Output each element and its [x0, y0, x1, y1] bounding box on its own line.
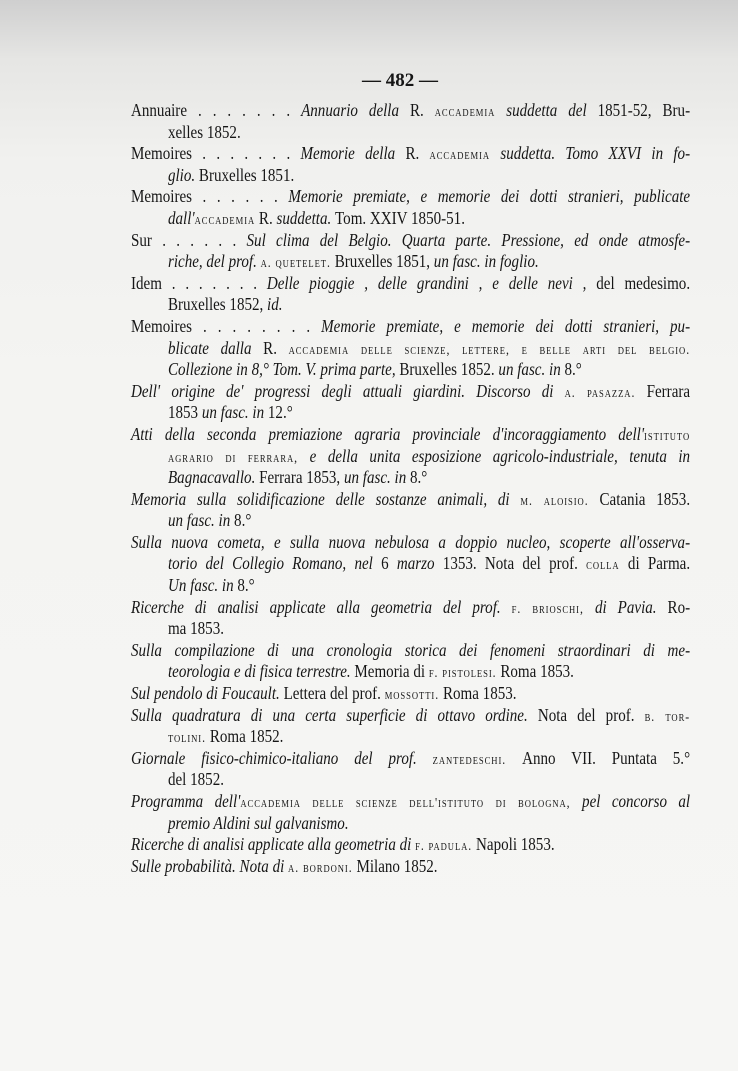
- catalogue-entry: [131, 273, 690, 316]
- roman-text: Sur . . . . . .: [131, 229, 247, 250]
- roman-text: del medesimo.: [596, 272, 691, 293]
- roman-text: del 1852.: [167, 769, 225, 790]
- italic-text: suddetta del: [495, 100, 598, 120]
- roman-text: Ferrara 1853,: [259, 467, 344, 488]
- roman-text: Idem . . . . . . .: [131, 272, 267, 293]
- roman-text: Annuaire . . . . . . .: [131, 100, 302, 120]
- roman-text: 12.°: [267, 402, 293, 423]
- entry-line: [131, 748, 690, 770]
- roman-text: 1853: [167, 402, 202, 423]
- entry-line: [131, 165, 690, 187]
- entry-line: [131, 575, 690, 597]
- roman-text: R.: [255, 207, 277, 228]
- entry-line: [131, 316, 690, 338]
- italic-text: Memorie della: [300, 143, 406, 164]
- roman-text: 6: [381, 553, 397, 574]
- italic-text: Annuario della: [301, 100, 410, 120]
- small-caps-text: colla: [586, 557, 628, 573]
- entry-line: [131, 597, 690, 619]
- entry-line: [131, 294, 690, 316]
- roman-text: 8.°: [237, 575, 255, 596]
- entry-line: [131, 813, 690, 835]
- italic-text: Memoria sulla solidificazione delle sostanze animali, di: [131, 488, 521, 509]
- catalogue-entries: [131, 100, 690, 877]
- italic-text: Programma dell': [131, 791, 241, 811]
- entry-line: [131, 532, 690, 554]
- roman-text: Memoires . . . . . . . .: [131, 315, 322, 336]
- catalogue-entry: [131, 748, 690, 791]
- catalogue-entry: [131, 640, 690, 683]
- entry-line: [131, 402, 690, 424]
- entry-line: [131, 424, 690, 446]
- italic-text: id.: [267, 294, 283, 315]
- roman-text: Bruxelles 1852,: [167, 294, 268, 315]
- roman-text: Roma 1852.: [209, 726, 284, 747]
- italic-text: torio del Collegio Romano, nel: [167, 553, 382, 574]
- italic-text: marzo: [396, 553, 443, 574]
- small-caps-text: f. brioschi,: [511, 600, 595, 616]
- italic-text: Memorie premiate, e memorie dei dotti stranieri, pu-: [321, 315, 691, 336]
- italic-text: Ricerche di analisi applicate alla geometria del prof.: [131, 596, 512, 617]
- entry-line: [131, 273, 690, 295]
- roman-text: Ferrara: [646, 380, 691, 401]
- italic-text: Sulla quadratura di una certa superficie di ottavo ordine.: [131, 704, 538, 725]
- catalogue-entry: [131, 597, 690, 640]
- small-caps-text: a. pasazza.: [564, 384, 647, 400]
- italic-text: Atti della seconda premiazione agraria provinciale d'incoraggiamento dell': [131, 423, 645, 444]
- small-caps-text: b. tor-: [644, 708, 691, 724]
- small-caps-text: mossotti.: [384, 687, 443, 703]
- italic-text: Bagnacavallo.: [167, 467, 260, 488]
- roman-text: 8.°: [564, 359, 582, 380]
- catalogue-entry: [131, 489, 690, 532]
- catalogue-entry: [131, 856, 690, 878]
- small-caps-text: accademia: [194, 211, 256, 227]
- entry-line: [131, 122, 690, 144]
- catalogue-entry: [131, 381, 690, 424]
- italic-text: teorologia e di fisica terrestre.: [167, 661, 355, 682]
- roman-text: 1353. Nota del prof.: [442, 553, 587, 574]
- italic-text: e della unita esposizione agricolo-industriale, tenuta in: [309, 445, 691, 466]
- roman-text: Roma 1853.: [500, 661, 574, 682]
- italic-text: dall': [167, 207, 195, 228]
- catalogue-entry: [131, 532, 690, 597]
- italic-text: Sulla compilazione di una cronologia storica dei fenomeni straordinari di me-: [131, 639, 691, 660]
- catalogue-entry: [131, 143, 690, 186]
- entry-line: [131, 683, 690, 705]
- small-caps-text: zantedeschi.: [432, 751, 523, 767]
- entry-line: [131, 769, 690, 791]
- italic-text: suddetta. Tomo XXVI in fo-: [490, 143, 691, 164]
- small-caps-text: istituto: [644, 427, 691, 443]
- small-caps-text: f. padula.: [415, 838, 477, 854]
- roman-text: Anno VII. Puntata 5.°: [522, 747, 691, 768]
- roman-text: R.: [263, 337, 289, 358]
- italic-text: un fasc. in: [498, 359, 565, 380]
- small-caps-text: a. quetelet.: [260, 255, 335, 271]
- roman-text: 1851-52, Bru-: [597, 100, 691, 120]
- small-caps-text: agrario di ferrara,: [167, 449, 310, 465]
- roman-text: Ro-: [667, 596, 691, 617]
- small-caps-text: accademia delle scienze dell'istituto di bologna,: [240, 795, 583, 810]
- roman-text: di Parma.: [627, 553, 691, 574]
- italic-text: pel concorso al: [582, 791, 691, 811]
- italic-text: Un fasc. in: [167, 575, 238, 596]
- entry-line: [131, 100, 690, 122]
- catalogue-entry: [131, 186, 690, 229]
- italic-text: Dell' origine de' progressi degli attuali giardini. Discorso di: [131, 380, 565, 401]
- catalogue-entry: [131, 100, 690, 143]
- roman-text: Tom. XXIV 1850-51.: [335, 207, 465, 228]
- entry-line: [131, 251, 690, 273]
- entry-line: [131, 705, 690, 727]
- entry-line: [131, 359, 690, 381]
- entry-line: [131, 618, 690, 640]
- italic-text: premio Aldini sul galvanismo.: [167, 812, 349, 833]
- italic-text: suddetta.: [276, 207, 336, 228]
- italic-text: Memorie premiate, e memorie dei dotti stranieri, publicate: [288, 186, 691, 207]
- italic-text: un fasc. in foglio.: [433, 251, 539, 272]
- roman-text: R.: [409, 100, 435, 120]
- catalogue-entry: [131, 424, 690, 489]
- entry-line: [131, 640, 690, 662]
- italic-text: Collezione in 8,° Tom. V. prima parte,: [167, 359, 400, 380]
- italic-text: Sul pendolo di Foucault.: [131, 683, 284, 704]
- entry-line: [131, 510, 690, 532]
- roman-text: Lettera del prof.: [283, 683, 385, 704]
- roman-text: Napoli 1853.: [476, 834, 555, 855]
- entry-line: [131, 834, 690, 856]
- roman-text: 8.°: [234, 510, 252, 531]
- page-number: — 482 —: [362, 70, 438, 91]
- small-caps-text: f. pistolesi.: [428, 665, 501, 681]
- italic-text: Sulle probabilità. Nota di: [131, 855, 289, 876]
- italic-text: blicate dalla: [167, 337, 264, 358]
- roman-text: R.: [405, 143, 430, 164]
- italic-text: riche, del prof.: [167, 251, 261, 272]
- entry-line: [131, 661, 690, 683]
- catalogue-entry: [131, 230, 690, 273]
- roman-text: Bruxelles 1852.: [399, 359, 499, 380]
- roman-text: Memoires . . . . . .: [131, 186, 289, 207]
- italic-text: Delle pioggie , delle grandini , e delle nevi ,: [266, 272, 597, 293]
- italic-text: Ricerche di analisi applicate alla geometria di: [131, 834, 416, 855]
- italic-text: un fasc. in: [343, 467, 411, 488]
- entry-line: [131, 467, 690, 489]
- catalogue-entry: [131, 791, 690, 834]
- roman-text: Bruxelles 1851,: [334, 251, 434, 272]
- entry-line: [131, 726, 690, 748]
- entry-line: [131, 208, 690, 230]
- entry-line: [131, 856, 690, 878]
- roman-text: Milano 1852.: [356, 855, 438, 876]
- roman-text: Memoria di: [354, 661, 429, 682]
- entry-line: [131, 338, 690, 360]
- roman-text: Roma 1853.: [442, 683, 517, 704]
- entry-line: [131, 381, 690, 403]
- entry-line: [131, 446, 690, 468]
- catalogue-entry: [131, 705, 690, 748]
- entry-line: [131, 230, 690, 252]
- small-caps-text: a. bordoni.: [288, 859, 357, 875]
- roman-text: 8.°: [410, 467, 428, 488]
- roman-text: ma 1853.: [167, 618, 225, 639]
- italic-text: di Pavia.: [594, 596, 668, 617]
- small-caps-text: accademia: [429, 147, 491, 163]
- roman-text: Catania 1853.: [599, 488, 691, 509]
- catalogue-entry: [131, 834, 690, 856]
- italic-text: un fasc. in: [167, 510, 235, 531]
- roman-text: Memoires . . . . . . .: [131, 143, 301, 164]
- italic-text: Sulla nuova cometa, e sulla nuova nebulosa a doppio nucleo, scoperte all'osserva-: [131, 531, 691, 552]
- catalogue-entry: [131, 316, 690, 381]
- entry-line: [131, 791, 690, 813]
- entry-line: [131, 553, 690, 575]
- catalogue-entry: [131, 683, 690, 705]
- roman-text: xelles 1852.: [167, 121, 241, 142]
- roman-text: Bruxelles 1851.: [198, 164, 295, 185]
- entry-line: [131, 489, 690, 511]
- italic-text: glio.: [167, 164, 199, 185]
- entry-line: [131, 186, 690, 208]
- small-caps-text: accademia delle scienze, lettere, e belle arti del belgio.: [288, 341, 691, 357]
- small-caps-text: accademia: [434, 104, 496, 119]
- small-caps-text: m. aloisio.: [520, 492, 600, 508]
- roman-text: Nota del prof.: [537, 704, 645, 725]
- italic-text: Sul clima del Belgio. Quarta parte. Pressione, ed onde atmosfe-: [246, 229, 691, 250]
- italic-text: un fasc. in: [201, 402, 268, 423]
- italic-text: Giornale fisico-chimico-italiano del prof.: [131, 747, 433, 768]
- small-caps-text: tolini.: [167, 730, 210, 746]
- entry-line: [131, 143, 690, 165]
